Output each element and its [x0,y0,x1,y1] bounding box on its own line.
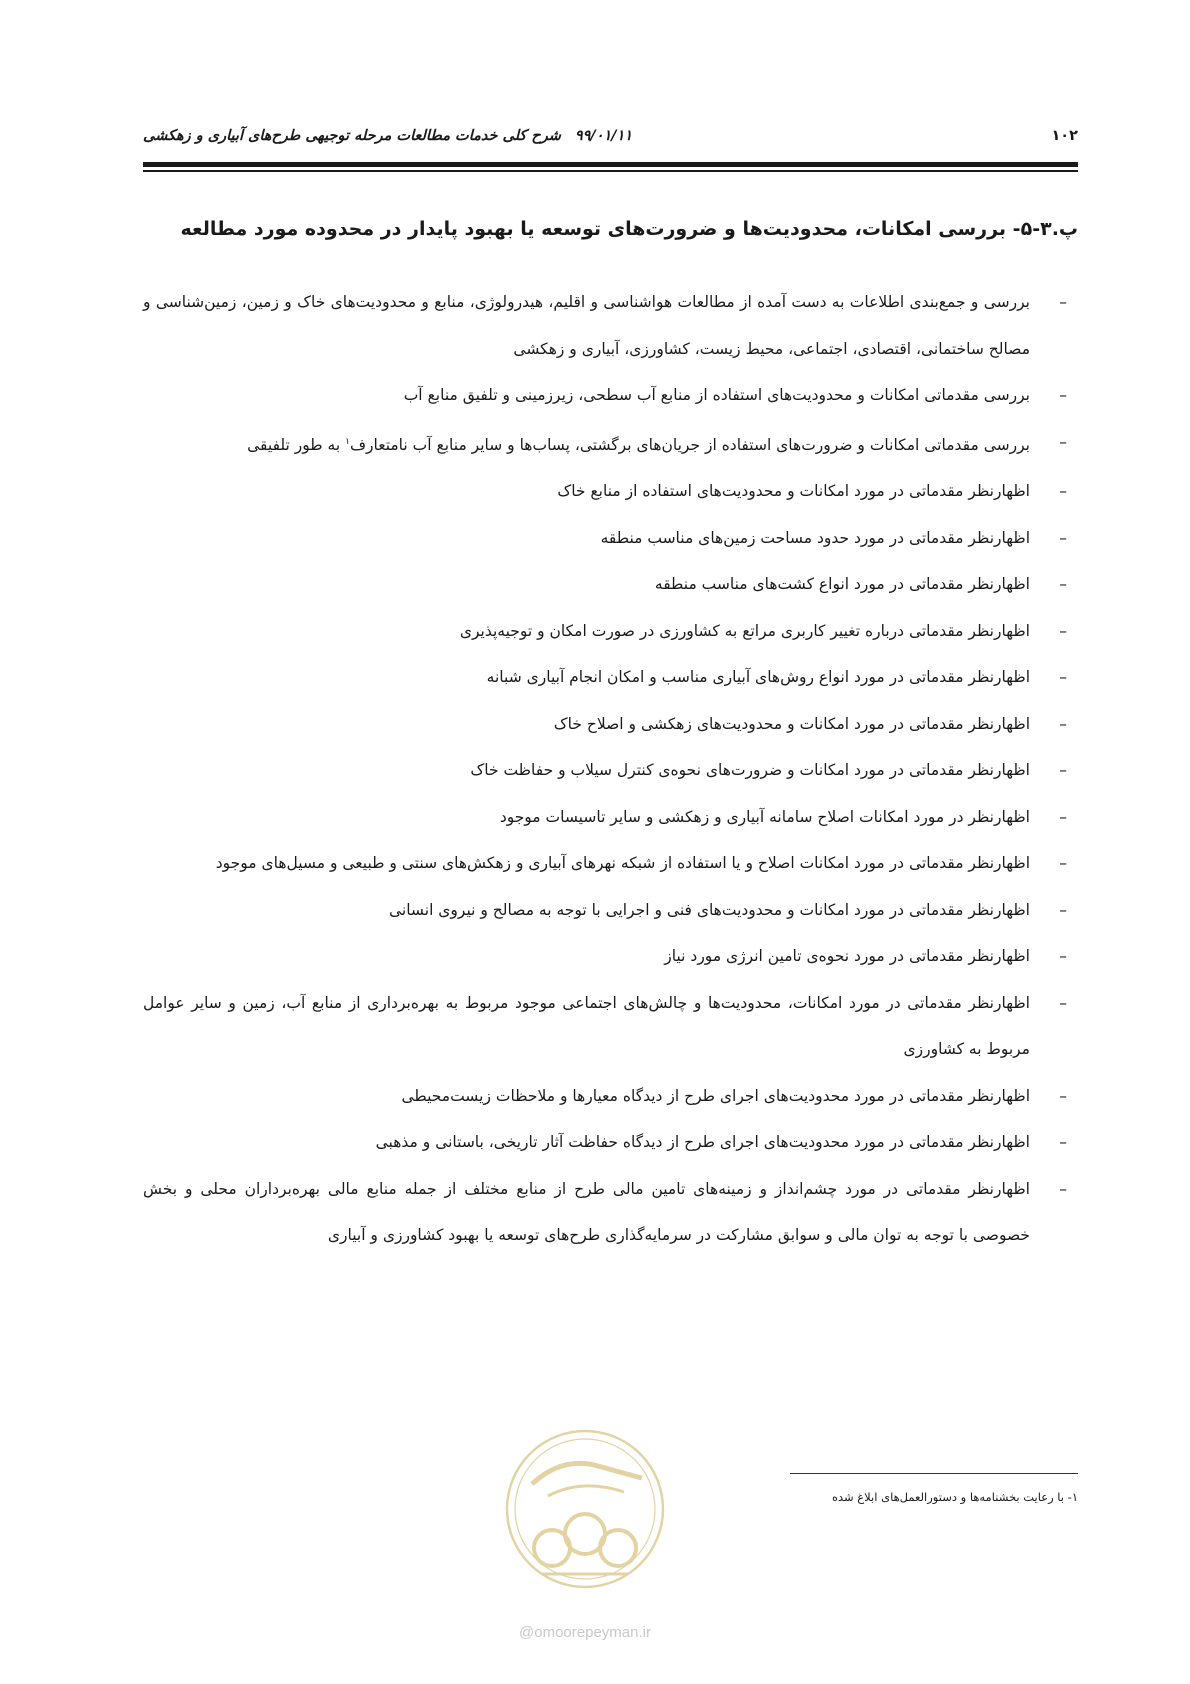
bullet-item [143,608,1078,655]
bullet-text: اظهارنظر در مورد امکانات اصلاح سامانه آبیاری و زهکشی و سایر تاسیسات موجود [499,807,1030,826]
footnote-marker: ۱ [345,436,350,447]
section-heading: پ.۳-۵- بررسی امکانات، محدودیت‌ها و ضرورت‌های توسعه یا بهبود پایدار در محدوده مورد مطالعه [180,218,1078,240]
page-number: ۱۰۲ [1051,128,1078,144]
bullet-text-continued: به طور تلفیقی [247,435,346,454]
footnote: ۱- با رعایت بخشنامه‌ها و دستورالعمل‌های ابلاغ شده [831,1490,1078,1504]
bullet-text: اظهارنظر مقدماتی در مورد چشم‌انداز و زمینه‌های تامین مالی طرح از منابع مختلف از جمله منابع مالی بهره‌برداران محلی و بخش خصوصی با توجه به توان مالی و سوابق مشارکت در سرمایه‌گذاری طرح‌های توسعه یا بهبود کشاورزی و آبیاری [143,1179,1030,1245]
bullet-text: اظهارنظر مقدماتی در مورد انواع کشت‌های مناسب منطقه [654,575,1030,594]
bullet-dash: – [1059,575,1067,594]
bullet-dash: – [1059,293,1067,311]
bullet-text: اظهارنظر مقدماتی در مورد امکانات و محدودیت‌های استفاده از منابع خاک [557,482,1030,501]
bullet-item [143,372,1078,419]
bullet-dash: – [1059,714,1067,733]
header-rule-thin [143,170,1078,172]
footnote-rule [790,1473,1078,1474]
bullet-text: اظهارنظر مقدماتی در مورد امکانات اصلاح و یا استفاده از شبکه نهرهای آبیاری و زهکش‌های سنتی و طبیعی و مسیل‌های موجود [215,854,1030,873]
bullet-item [143,701,1078,748]
bullet-item [143,419,1078,469]
bullet-text: اظهارنظر مقدماتی درباره تغییر کاربری مراتع به کشاورزی در صورت امکان و توجیه‌پذیری [459,621,1030,640]
bullet-item [143,840,1078,887]
bullet-item [143,561,1078,608]
bullet-item [143,933,1078,980]
bullet-dash: – [1059,854,1067,873]
bullet-text: اظهارنظر مقدماتی در مورد محدودیت‌های اجرای طرح از دیدگاه حفاظت آثار تاریخی، باستانی و مذهبی [375,1133,1030,1152]
header-title: شرح کلی خدمات مطالعات مرحله توجیهی طرح‌های آبیاری و زهکشی [143,128,561,144]
bullet-text: اظهارنظر مقدماتی در مورد امکانات و ضرورت‌های نحوه‌ی کنترل سیلاب و حفاظت خاک [470,761,1030,780]
bullet-item [143,747,1078,794]
bullet-item [143,654,1078,701]
bullet-item [143,1073,1078,1120]
bullet-dash: – [1059,432,1067,451]
bullet-item [143,1119,1078,1166]
bullet-dash: – [1059,482,1067,501]
bullet-text: اظهارنظر مقدماتی در مورد انواع روش‌های آبیاری مناسب و امکان انجام آبیاری شبانه [486,668,1030,687]
bullet-item [143,279,1078,372]
bullet-text: بررسی مقدماتی امکانات و محدودیت‌های استفاده از منابع آب سطحی، زیرزمینی و تلفیق منابع آب [403,386,1030,404]
bullet-text: اظهارنظر مقدماتی در مورد حدود مساحت زمین‌های مناسب منطقه [600,528,1030,547]
bullet-list [143,279,1078,1259]
watermark-website: @omoorepeyman.ir [519,1624,651,1641]
bullet-dash: – [1059,761,1067,780]
bullet-item [143,794,1078,841]
bullet-text: اظهارنظر مقدماتی در مورد نحوه‌ی تامین انرژی مورد نیاز [664,947,1030,966]
bullet-dash: – [1059,1133,1067,1152]
header-title-line [143,128,632,144]
bullet-item [143,515,1078,562]
bullet-dash: – [1059,621,1067,640]
bullet-text: بررسی و جمع‌بندی اطلاعات به دست آمده از مطالعات هواشناسی و اقلیم، هیدرولوژی، منابع و محدودیت‌های خاک و زمین، زمین‌شناسی و مصالح ساختمانی، اقتصادی، اجتماعی، محیط زیست، کشاورزی، آبیاری و زهکشی [143,293,1030,358]
bullet-dash: – [1059,1179,1067,1198]
bullet-dash: – [1059,1086,1067,1105]
header-rule-thick [143,162,1078,167]
bullet-dash: – [1059,386,1067,404]
bullet-item [143,980,1078,1073]
bullet-item [143,1166,1078,1259]
bullet-item [143,887,1078,934]
bullet-item [143,468,1078,515]
bullet-dash: – [1059,993,1067,1012]
bullet-dash: – [1059,668,1067,687]
bullet-text: اظهارنظر مقدماتی در مورد امکانات و محدودیت‌های فنی و اجرایی با توجه به مصالح و نیروی انسانی [388,900,1030,919]
bullet-dash: – [1059,900,1067,919]
watermark-logo [502,1426,668,1592]
bullet-text: اظهارنظر مقدماتی در مورد محدودیت‌های اجرای طرح از دیدگاه معیارها و ملاحظات زیست‌محیطی [401,1086,1030,1105]
bullet-text: اظهارنظر مقدماتی در مورد امکانات و محدودیت‌های زهکشی و اصلاح خاک [553,714,1030,733]
website-text: omoorepeyman.ir [534,1624,651,1641]
bullet-text: اظهارنظر مقدماتی در مورد امکانات، محدودیت‌ها و چالش‌های اجتماعی موجود مربوط به بهره‌برداری از منابع آب، زمین و سایر عوامل مربوط به کشاورزی [143,993,1030,1059]
header-date: ۹۹/۰۱/۱۱ [574,128,633,144]
bullet-text: بررسی مقدماتی امکانات و ضرورت‌های استفاده از جریان‌های برگشتی، پساب‌ها و سایر منابع آب نامتعارف [349,435,1030,454]
bullet-dash: – [1059,528,1067,547]
bullet-dash: – [1059,947,1067,966]
running-header [143,128,1078,150]
bullet-dash: – [1059,807,1067,826]
